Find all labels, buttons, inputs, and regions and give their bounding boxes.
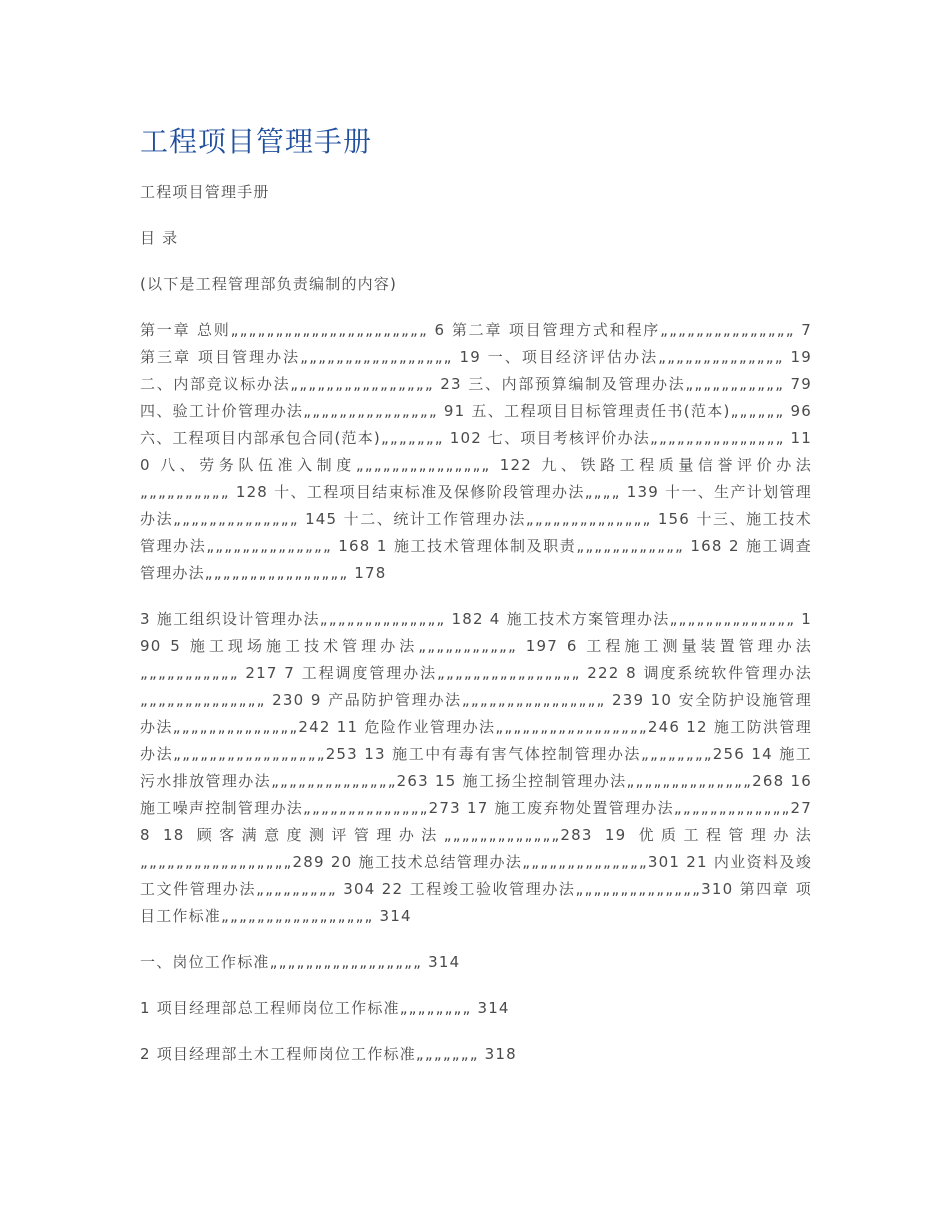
toc-block-1: 第一章 总则„„„„„„„„„„„„„„„„„„„„„„ 6 第二章 项目管理方式和程序„„„„„„„„„„„„„„„ 7 第三章 项目管理办法„„„„„„„„„„„„„„„„„ 19 一、项目经济评估办法„„„„„„„„„„„„„„ 19 二、内部竞议标办法„„„„„„„„„„„„„„„„ 23 三、内部预算编制及管理办法„„„„„„„„„„„ 79 四、验工计价管理办法„„„„„„„„„„„„„„„ 91 五、工程项目目标管理责任书(范本)„„„„„„ 96 六、工程项目内部承包合同(范本)„„„„„„„ 102 七、项目考核评价办法„„„„„„„„„„„„„„„ 110 八、劳务队伍准入制度„„„„„„„„„„„„„„„ 122 九、铁路工程质量信誉评价办法„„„„„„„„„„ 128 十、工程项目结束标准及保修阶段管理办法„„„„ 139 十一、生产计划管理办法„„„„„„„„„„„„„„ 145 十二、统计工作管理办法„„„„„„„„„„„„„„ 156 十三、施工技术管理办法„„„„„„„„„„„„„„ 168 1 施工技术管理体制及职责„„„„„„„„„„„„ 168 2 施工调查管理办法„„„„„„„„„„„„„„„„ 178: [140, 321, 812, 582]
document-page: [140, 122, 812, 1068]
toc-item-job-standards: 一、岗位工作标准„„„„„„„„„„„„„„„„„ 314: [140, 953, 461, 971]
toc-note: (以下是工程管理部负责编制的内容): [140, 275, 398, 293]
document-subtitle: 工程项目管理手册: [140, 183, 270, 201]
document-title: 工程项目管理手册: [140, 125, 373, 158]
toc-item-civil-engineer: 2 项目经理部土木工程师岗位工作标准„„„„„„„ 318: [140, 1045, 517, 1063]
toc-block-2: 3 施工组织设计管理办法„„„„„„„„„„„„„„ 182 4 施工技术方案管理办法„„„„„„„„„„„„„„ 190 5 施工现场施工技术管理办法„„„„„„„„„„„ 197 6 工程施工测量装置管理办法„„„„„„„„„„„ 217 7 工程调度管理办法„„„„„„„„„„„„„„„„ 222 8 调度系统软件管理办法„„„„„„„„„„„„„„ 230 9 产品防护管理办法„„„„„„„„„„„„„„„„ 239 10 安全防护设施管理办法„„„„„„„„„„„„„„242 11 危险作业管理办法„„„„„„„„„„„„„„„„„246 12 施工防洪管理办法„„„„„„„„„„„„„„„„„253 13 施工中有毒有害气体控制管理办法„„„„„„„„256 14 施工污水排放管理办法„„„„„„„„„„„„„„263 15 施工扬尘控制管理办法„„„„„„„„„„„„„„268 16 施工噪声控制管理办法„„„„„„„„„„„„„„273 17 施工废弃物处置管理办法„„„„„„„„„„„„„278 18 顾客满意度测评管理办法„„„„„„„„„„„„„283 19 优质工程管理办法„„„„„„„„„„„„„„„„„289 20 施工技术总结管理办法„„„„„„„„„„„„„„301 21 内业资料及竣工文件管理办法„„„„„„„„„ 304 22 工程竣工验收管理办法„„„„„„„„„„„„„„310 第四章 项目工作标准„„„„„„„„„„„„„„„„„ 314: [140, 610, 812, 925]
toc-heading: 目 录: [140, 229, 179, 247]
toc-item-chief-engineer: 1 项目经理部总工程师岗位工作标准„„„„„„„„ 314: [140, 999, 510, 1017]
